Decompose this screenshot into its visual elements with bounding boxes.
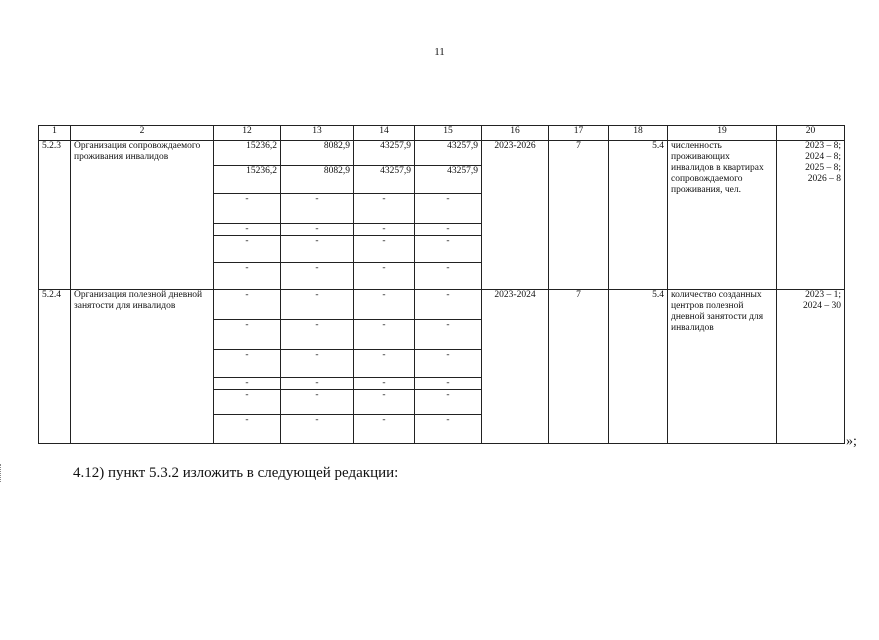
- finance-cell: -: [354, 194, 415, 224]
- finance-cell: -: [354, 290, 415, 320]
- table-row: [39, 141, 845, 166]
- target-line: 2024 – 8;: [805, 152, 841, 162]
- finance-cell: -: [214, 194, 281, 224]
- target-line: 2024 – 30: [803, 301, 841, 311]
- header-cell: 13: [281, 126, 354, 141]
- row-period: 2023-2026: [482, 141, 549, 290]
- finance-cell: 43257,9: [415, 141, 482, 166]
- finance-cell: -: [281, 236, 354, 263]
- finance-cell: -: [281, 224, 354, 236]
- row-targets: [777, 141, 845, 290]
- row-indicator: количество созданных центров полезной дневной занятости для инвалидов: [668, 290, 777, 444]
- row-col17: 7: [549, 290, 609, 444]
- row-col18: 5.4: [609, 141, 668, 290]
- table-row: [39, 290, 845, 320]
- finance-cell: -: [281, 350, 354, 378]
- finance-cell: -: [214, 236, 281, 263]
- header-cell: 14: [354, 126, 415, 141]
- finance-cell: -: [214, 224, 281, 236]
- finance-cell: -: [415, 320, 482, 350]
- program-table: [38, 125, 845, 444]
- row-code: 5.2.3: [39, 141, 71, 290]
- target-line: 2023 – 1;: [805, 290, 841, 300]
- finance-cell: -: [354, 390, 415, 415]
- finance-cell: -: [214, 390, 281, 415]
- finance-cell: -: [354, 224, 415, 236]
- header-cell: 17: [549, 126, 609, 141]
- finance-cell: -: [415, 350, 482, 378]
- finance-cell: -: [415, 415, 482, 444]
- finance-cell: -: [415, 290, 482, 320]
- scan-edge-mark: [0, 464, 3, 482]
- header-cell: 19: [668, 126, 777, 141]
- finance-cell: -: [281, 390, 354, 415]
- finance-cell: -: [354, 350, 415, 378]
- finance-cell: -: [415, 224, 482, 236]
- finance-cell: -: [415, 263, 482, 290]
- finance-cell: 8082,9: [281, 141, 354, 166]
- header-cell: 15: [415, 126, 482, 141]
- finance-cell: 43257,9: [415, 166, 482, 194]
- header-row: [39, 126, 845, 141]
- finance-cell: -: [354, 236, 415, 263]
- target-line: 2023 – 8;: [805, 141, 841, 151]
- finance-cell: -: [281, 290, 354, 320]
- finance-cell: 43257,9: [354, 166, 415, 194]
- row-targets: [777, 290, 845, 444]
- header-cell: 12: [214, 126, 281, 141]
- finance-cell: -: [281, 415, 354, 444]
- finance-cell: -: [214, 320, 281, 350]
- finance-cell: -: [214, 415, 281, 444]
- row-code: 5.2.4: [39, 290, 71, 444]
- finance-cell: -: [415, 236, 482, 263]
- finance-cell: -: [281, 194, 354, 224]
- header-cell: 16: [482, 126, 549, 141]
- finance-cell: -: [281, 263, 354, 290]
- finance-cell: -: [354, 320, 415, 350]
- page-number: 11: [434, 46, 445, 58]
- finance-cell: -: [281, 320, 354, 350]
- closing-quote: »;: [846, 434, 857, 449]
- paragraph-text: 4.12) пункт 5.3.2 изложить в следующей редакции:: [73, 465, 399, 481]
- finance-cell: -: [415, 390, 482, 415]
- finance-cell: -: [281, 378, 354, 390]
- header-cell: 1: [39, 126, 71, 141]
- header-cell: 2: [71, 126, 214, 141]
- row-col18: 5.4: [609, 290, 668, 444]
- target-line: 2025 – 8;: [805, 163, 841, 173]
- header-cell: 20: [777, 126, 845, 141]
- finance-cell: -: [214, 350, 281, 378]
- finance-cell: 15236,2: [214, 141, 281, 166]
- finance-cell: -: [354, 263, 415, 290]
- finance-cell: -: [354, 415, 415, 444]
- finance-cell: -: [214, 378, 281, 390]
- finance-cell: 15236,2: [214, 166, 281, 194]
- row-period: 2023-2024: [482, 290, 549, 444]
- finance-cell: -: [354, 378, 415, 390]
- finance-cell: -: [415, 194, 482, 224]
- row-name: Организация сопровождаемого проживания инвалидов: [71, 141, 214, 290]
- row-name: Организация полезной дневной занятости для инвалидов: [71, 290, 214, 444]
- header-cell: 18: [609, 126, 668, 141]
- finance-cell: -: [214, 290, 281, 320]
- finance-cell: 8082,9: [281, 166, 354, 194]
- finance-cell: -: [415, 378, 482, 390]
- row-col17: 7: [549, 141, 609, 290]
- finance-cell: -: [214, 263, 281, 290]
- row-indicator: численность проживающих инвалидов в квартирах сопровождаемого проживания, чел.: [668, 141, 777, 290]
- target-line: 2026 – 8: [807, 174, 841, 184]
- finance-cell: 43257,9: [354, 141, 415, 166]
